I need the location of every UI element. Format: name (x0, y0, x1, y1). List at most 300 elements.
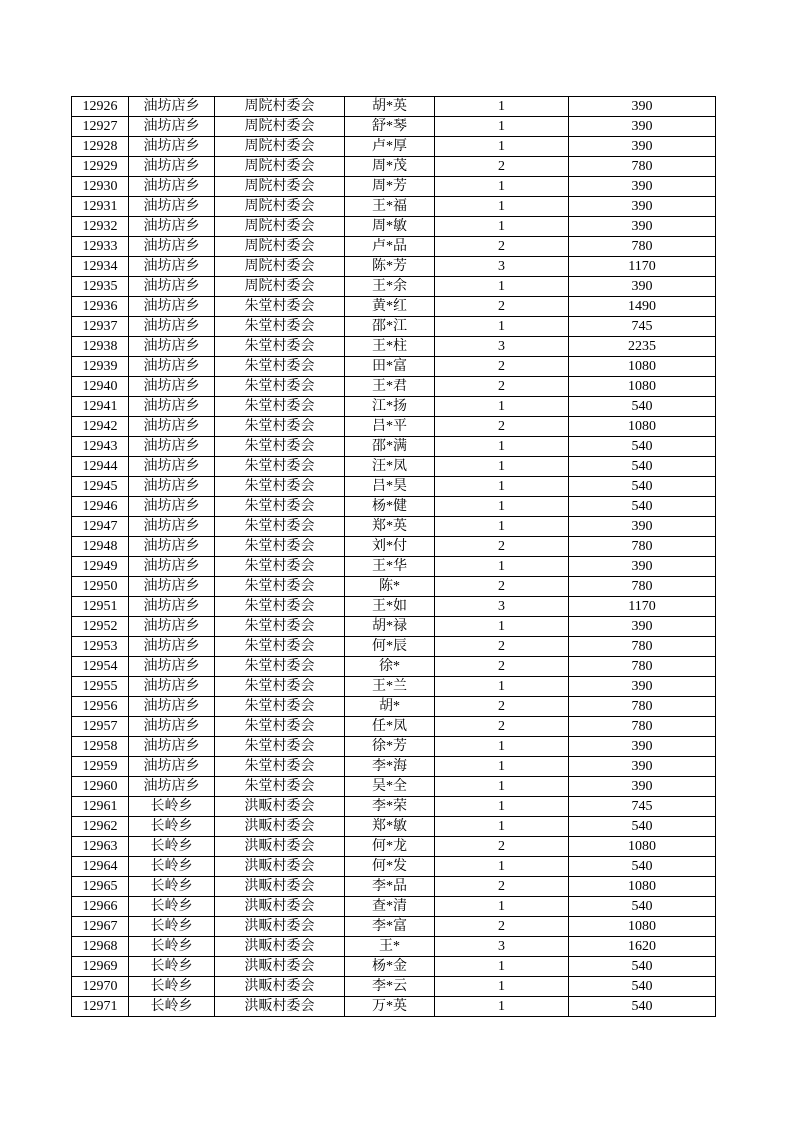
village-committee-cell: 洪畈村委会 (215, 977, 345, 997)
village-committee-cell: 朱堂村委会 (215, 477, 345, 497)
township-cell: 长岭乡 (129, 817, 215, 837)
village-committee-cell: 朱堂村委会 (215, 757, 345, 777)
row-id-cell: 12941 (72, 397, 129, 417)
amount-cell: 390 (569, 517, 716, 537)
village-committee-cell: 朱堂村委会 (215, 637, 345, 657)
records-table (71, 96, 716, 1017)
amount-cell: 1080 (569, 837, 716, 857)
table-row (72, 237, 716, 257)
table-row (72, 317, 716, 337)
township-cell: 长岭乡 (129, 957, 215, 977)
name-cell: 舒*琴 (345, 117, 435, 137)
village-committee-cell: 朱堂村委会 (215, 737, 345, 757)
count-cell: 1 (435, 517, 569, 537)
village-committee-cell: 洪畈村委会 (215, 917, 345, 937)
amount-cell: 745 (569, 317, 716, 337)
township-cell: 油坊店乡 (129, 557, 215, 577)
amount-cell: 390 (569, 217, 716, 237)
table-row (72, 617, 716, 637)
township-cell: 油坊店乡 (129, 197, 215, 217)
name-cell: 王*余 (345, 277, 435, 297)
village-committee-cell: 洪畈村委会 (215, 797, 345, 817)
village-committee-cell: 朱堂村委会 (215, 517, 345, 537)
village-committee-cell: 朱堂村委会 (215, 577, 345, 597)
amount-cell: 540 (569, 457, 716, 477)
amount-cell: 540 (569, 957, 716, 977)
table-row (72, 797, 716, 817)
village-committee-cell: 周院村委会 (215, 257, 345, 277)
count-cell: 3 (435, 337, 569, 357)
township-cell: 油坊店乡 (129, 97, 215, 117)
amount-cell: 780 (569, 157, 716, 177)
table-row (72, 597, 716, 617)
row-id-cell: 12960 (72, 777, 129, 797)
table-row (72, 717, 716, 737)
row-id-cell: 12971 (72, 997, 129, 1017)
amount-cell: 1080 (569, 357, 716, 377)
row-id-cell: 12929 (72, 157, 129, 177)
count-cell: 2 (435, 577, 569, 597)
township-cell: 油坊店乡 (129, 377, 215, 397)
village-committee-cell: 朱堂村委会 (215, 717, 345, 737)
name-cell: 吴*全 (345, 777, 435, 797)
township-cell: 油坊店乡 (129, 157, 215, 177)
village-committee-cell: 周院村委会 (215, 217, 345, 237)
row-id-cell: 12954 (72, 657, 129, 677)
table-row (72, 337, 716, 357)
count-cell: 1 (435, 437, 569, 457)
row-id-cell: 12970 (72, 977, 129, 997)
table-row (72, 297, 716, 317)
table-row (72, 937, 716, 957)
table-row (72, 637, 716, 657)
village-committee-cell: 朱堂村委会 (215, 597, 345, 617)
name-cell: 邵*满 (345, 437, 435, 457)
township-cell: 油坊店乡 (129, 737, 215, 757)
village-committee-cell: 洪畈村委会 (215, 997, 345, 1017)
village-committee-cell: 周院村委会 (215, 157, 345, 177)
amount-cell: 780 (569, 637, 716, 657)
village-committee-cell: 朱堂村委会 (215, 337, 345, 357)
row-id-cell: 12959 (72, 757, 129, 777)
amount-cell: 390 (569, 177, 716, 197)
township-cell: 油坊店乡 (129, 137, 215, 157)
name-cell: 汪*凤 (345, 457, 435, 477)
count-cell: 2 (435, 837, 569, 857)
count-cell: 2 (435, 877, 569, 897)
table-row (72, 477, 716, 497)
township-cell: 油坊店乡 (129, 397, 215, 417)
table-row (72, 397, 716, 417)
count-cell: 1 (435, 797, 569, 817)
village-committee-cell: 周院村委会 (215, 137, 345, 157)
count-cell: 3 (435, 937, 569, 957)
name-cell: 杨*健 (345, 497, 435, 517)
count-cell: 1 (435, 97, 569, 117)
township-cell: 油坊店乡 (129, 277, 215, 297)
count-cell: 1 (435, 677, 569, 697)
amount-cell: 540 (569, 477, 716, 497)
amount-cell: 540 (569, 857, 716, 877)
amount-cell: 390 (569, 757, 716, 777)
name-cell: 何*发 (345, 857, 435, 877)
name-cell: 邵*江 (345, 317, 435, 337)
row-id-cell: 12940 (72, 377, 129, 397)
table-row (72, 97, 716, 117)
township-cell: 油坊店乡 (129, 637, 215, 657)
row-id-cell: 12926 (72, 97, 129, 117)
township-cell: 油坊店乡 (129, 717, 215, 737)
count-cell: 1 (435, 277, 569, 297)
row-id-cell: 12943 (72, 437, 129, 457)
row-id-cell: 12966 (72, 897, 129, 917)
row-id-cell: 12957 (72, 717, 129, 737)
name-cell: 王* (345, 937, 435, 957)
table-row (72, 697, 716, 717)
count-cell: 2 (435, 717, 569, 737)
township-cell: 油坊店乡 (129, 477, 215, 497)
table-row (72, 157, 716, 177)
row-id-cell: 12962 (72, 817, 129, 837)
amount-cell: 540 (569, 977, 716, 997)
table-row (72, 377, 716, 397)
amount-cell: 390 (569, 97, 716, 117)
township-cell: 油坊店乡 (129, 237, 215, 257)
name-cell: 王*兰 (345, 677, 435, 697)
count-cell: 2 (435, 377, 569, 397)
amount-cell: 540 (569, 497, 716, 517)
row-id-cell: 12963 (72, 837, 129, 857)
name-cell: 何*辰 (345, 637, 435, 657)
count-cell: 1 (435, 177, 569, 197)
table-row (72, 137, 716, 157)
amount-cell: 540 (569, 437, 716, 457)
township-cell: 油坊店乡 (129, 177, 215, 197)
row-id-cell: 12955 (72, 677, 129, 697)
table-row (72, 497, 716, 517)
name-cell: 任*凤 (345, 717, 435, 737)
count-cell: 3 (435, 597, 569, 617)
township-cell: 油坊店乡 (129, 317, 215, 337)
count-cell: 1 (435, 117, 569, 137)
row-id-cell: 12947 (72, 517, 129, 537)
amount-cell: 390 (569, 277, 716, 297)
row-id-cell: 12937 (72, 317, 129, 337)
table-row (72, 517, 716, 537)
township-cell: 油坊店乡 (129, 677, 215, 697)
name-cell: 田*富 (345, 357, 435, 377)
name-cell: 李*海 (345, 757, 435, 777)
village-committee-cell: 朱堂村委会 (215, 317, 345, 337)
name-cell: 徐* (345, 657, 435, 677)
amount-cell: 540 (569, 997, 716, 1017)
name-cell: 李*云 (345, 977, 435, 997)
amount-cell: 390 (569, 117, 716, 137)
village-committee-cell: 朱堂村委会 (215, 617, 345, 637)
township-cell: 长岭乡 (129, 977, 215, 997)
name-cell: 徐*芳 (345, 737, 435, 757)
name-cell: 李*富 (345, 917, 435, 937)
amount-cell: 780 (569, 717, 716, 737)
table-row (72, 257, 716, 277)
amount-cell: 540 (569, 897, 716, 917)
village-committee-cell: 朱堂村委会 (215, 397, 345, 417)
amount-cell: 745 (569, 797, 716, 817)
township-cell: 油坊店乡 (129, 697, 215, 717)
township-cell: 长岭乡 (129, 997, 215, 1017)
township-cell: 油坊店乡 (129, 617, 215, 637)
amount-cell: 390 (569, 777, 716, 797)
count-cell: 2 (435, 537, 569, 557)
count-cell: 1 (435, 957, 569, 977)
name-cell: 卢*品 (345, 237, 435, 257)
row-id-cell: 12946 (72, 497, 129, 517)
row-id-cell: 12953 (72, 637, 129, 657)
row-id-cell: 12969 (72, 957, 129, 977)
table-row (72, 117, 716, 137)
amount-cell: 780 (569, 537, 716, 557)
table-row (72, 837, 716, 857)
village-committee-cell: 洪畈村委会 (215, 957, 345, 977)
village-committee-cell: 朱堂村委会 (215, 377, 345, 397)
row-id-cell: 12945 (72, 477, 129, 497)
count-cell: 2 (435, 917, 569, 937)
name-cell: 李*品 (345, 877, 435, 897)
name-cell: 王*福 (345, 197, 435, 217)
name-cell: 周*敏 (345, 217, 435, 237)
name-cell: 何*龙 (345, 837, 435, 857)
row-id-cell: 12936 (72, 297, 129, 317)
count-cell: 2 (435, 297, 569, 317)
village-committee-cell: 朱堂村委会 (215, 777, 345, 797)
table-row (72, 997, 716, 1017)
name-cell: 胡*英 (345, 97, 435, 117)
table-row (72, 757, 716, 777)
table-row (72, 437, 716, 457)
count-cell: 1 (435, 757, 569, 777)
amount-cell: 1080 (569, 877, 716, 897)
count-cell: 1 (435, 457, 569, 477)
village-committee-cell: 周院村委会 (215, 97, 345, 117)
count-cell: 1 (435, 817, 569, 837)
name-cell: 周*茂 (345, 157, 435, 177)
amount-cell: 780 (569, 237, 716, 257)
amount-cell: 390 (569, 737, 716, 757)
amount-cell: 540 (569, 817, 716, 837)
township-cell: 长岭乡 (129, 837, 215, 857)
amount-cell: 390 (569, 617, 716, 637)
township-cell: 油坊店乡 (129, 757, 215, 777)
count-cell: 1 (435, 197, 569, 217)
township-cell: 油坊店乡 (129, 777, 215, 797)
table-row (72, 817, 716, 837)
table-row (72, 737, 716, 757)
amount-cell: 540 (569, 397, 716, 417)
village-committee-cell: 朱堂村委会 (215, 457, 345, 477)
village-committee-cell: 朱堂村委会 (215, 437, 345, 457)
count-cell: 1 (435, 997, 569, 1017)
row-id-cell: 12938 (72, 337, 129, 357)
name-cell: 王*君 (345, 377, 435, 397)
village-committee-cell: 朱堂村委会 (215, 537, 345, 557)
row-id-cell: 12931 (72, 197, 129, 217)
row-id-cell: 12944 (72, 457, 129, 477)
township-cell: 油坊店乡 (129, 657, 215, 677)
name-cell: 胡* (345, 697, 435, 717)
village-committee-cell: 洪畈村委会 (215, 937, 345, 957)
row-id-cell: 12935 (72, 277, 129, 297)
count-cell: 1 (435, 857, 569, 877)
village-committee-cell: 周院村委会 (215, 237, 345, 257)
row-id-cell: 12939 (72, 357, 129, 377)
amount-cell: 1490 (569, 297, 716, 317)
township-cell: 油坊店乡 (129, 357, 215, 377)
village-committee-cell: 朱堂村委会 (215, 697, 345, 717)
name-cell: 胡*禄 (345, 617, 435, 637)
amount-cell: 1170 (569, 257, 716, 277)
count-cell: 1 (435, 477, 569, 497)
table-row (72, 277, 716, 297)
township-cell: 长岭乡 (129, 857, 215, 877)
table-row (72, 877, 716, 897)
township-cell: 长岭乡 (129, 917, 215, 937)
village-committee-cell: 洪畈村委会 (215, 817, 345, 837)
amount-cell: 1170 (569, 597, 716, 617)
row-id-cell: 12961 (72, 797, 129, 817)
table-row (72, 417, 716, 437)
name-cell: 吕*昊 (345, 477, 435, 497)
name-cell: 查*清 (345, 897, 435, 917)
table-row (72, 557, 716, 577)
village-committee-cell: 周院村委会 (215, 197, 345, 217)
count-cell: 2 (435, 157, 569, 177)
row-id-cell: 12927 (72, 117, 129, 137)
row-id-cell: 12933 (72, 237, 129, 257)
table-row (72, 357, 716, 377)
amount-cell: 2235 (569, 337, 716, 357)
table-row (72, 537, 716, 557)
amount-cell: 1620 (569, 937, 716, 957)
township-cell: 长岭乡 (129, 937, 215, 957)
count-cell: 1 (435, 897, 569, 917)
name-cell: 吕*平 (345, 417, 435, 437)
village-committee-cell: 朱堂村委会 (215, 357, 345, 377)
count-cell: 1 (435, 217, 569, 237)
village-committee-cell: 朱堂村委会 (215, 557, 345, 577)
row-id-cell: 12951 (72, 597, 129, 617)
table-row (72, 457, 716, 477)
count-cell: 1 (435, 617, 569, 637)
village-committee-cell: 洪畈村委会 (215, 837, 345, 857)
name-cell: 卢*厚 (345, 137, 435, 157)
count-cell: 2 (435, 697, 569, 717)
village-committee-cell: 周院村委会 (215, 277, 345, 297)
table-row (72, 177, 716, 197)
table-row (72, 197, 716, 217)
township-cell: 油坊店乡 (129, 457, 215, 477)
name-cell: 杨*金 (345, 957, 435, 977)
row-id-cell: 12928 (72, 137, 129, 157)
count-cell: 1 (435, 777, 569, 797)
row-id-cell: 12956 (72, 697, 129, 717)
township-cell: 油坊店乡 (129, 497, 215, 517)
row-id-cell: 12949 (72, 557, 129, 577)
row-id-cell: 12964 (72, 857, 129, 877)
count-cell: 1 (435, 317, 569, 337)
amount-cell: 390 (569, 557, 716, 577)
name-cell: 黄*红 (345, 297, 435, 317)
row-id-cell: 12942 (72, 417, 129, 437)
township-cell: 油坊店乡 (129, 337, 215, 357)
township-cell: 油坊店乡 (129, 257, 215, 277)
table-row (72, 957, 716, 977)
amount-cell: 780 (569, 697, 716, 717)
township-cell: 油坊店乡 (129, 517, 215, 537)
row-id-cell: 12952 (72, 617, 129, 637)
name-cell: 周*芳 (345, 177, 435, 197)
table-row (72, 657, 716, 677)
row-id-cell: 12965 (72, 877, 129, 897)
township-cell: 油坊店乡 (129, 577, 215, 597)
table-row (72, 897, 716, 917)
name-cell: 王*如 (345, 597, 435, 617)
village-committee-cell: 朱堂村委会 (215, 677, 345, 697)
count-cell: 2 (435, 417, 569, 437)
count-cell: 3 (435, 257, 569, 277)
name-cell: 万*英 (345, 997, 435, 1017)
row-id-cell: 12967 (72, 917, 129, 937)
township-cell: 油坊店乡 (129, 597, 215, 617)
count-cell: 1 (435, 137, 569, 157)
township-cell: 油坊店乡 (129, 537, 215, 557)
count-cell: 2 (435, 357, 569, 377)
amount-cell: 1080 (569, 917, 716, 937)
village-committee-cell: 朱堂村委会 (215, 497, 345, 517)
village-committee-cell: 周院村委会 (215, 177, 345, 197)
name-cell: 王*柱 (345, 337, 435, 357)
row-id-cell: 12950 (72, 577, 129, 597)
count-cell: 1 (435, 397, 569, 417)
village-committee-cell: 朱堂村委会 (215, 417, 345, 437)
village-committee-cell: 朱堂村委会 (215, 297, 345, 317)
township-cell: 油坊店乡 (129, 437, 215, 457)
row-id-cell: 12930 (72, 177, 129, 197)
table-row (72, 777, 716, 797)
village-committee-cell: 洪畈村委会 (215, 857, 345, 877)
name-cell: 郑*英 (345, 517, 435, 537)
village-committee-cell: 洪畈村委会 (215, 897, 345, 917)
name-cell: 陈*芳 (345, 257, 435, 277)
records-table-body (72, 97, 716, 1017)
count-cell: 2 (435, 657, 569, 677)
row-id-cell: 12958 (72, 737, 129, 757)
township-cell: 长岭乡 (129, 877, 215, 897)
row-id-cell: 12934 (72, 257, 129, 277)
table-row (72, 677, 716, 697)
count-cell: 2 (435, 637, 569, 657)
township-cell: 油坊店乡 (129, 297, 215, 317)
township-cell: 油坊店乡 (129, 417, 215, 437)
count-cell: 1 (435, 977, 569, 997)
row-id-cell: 12932 (72, 217, 129, 237)
amount-cell: 1080 (569, 377, 716, 397)
table-row (72, 217, 716, 237)
village-committee-cell: 朱堂村委会 (215, 657, 345, 677)
amount-cell: 780 (569, 657, 716, 677)
village-committee-cell: 洪畈村委会 (215, 877, 345, 897)
row-id-cell: 12948 (72, 537, 129, 557)
amount-cell: 390 (569, 197, 716, 217)
